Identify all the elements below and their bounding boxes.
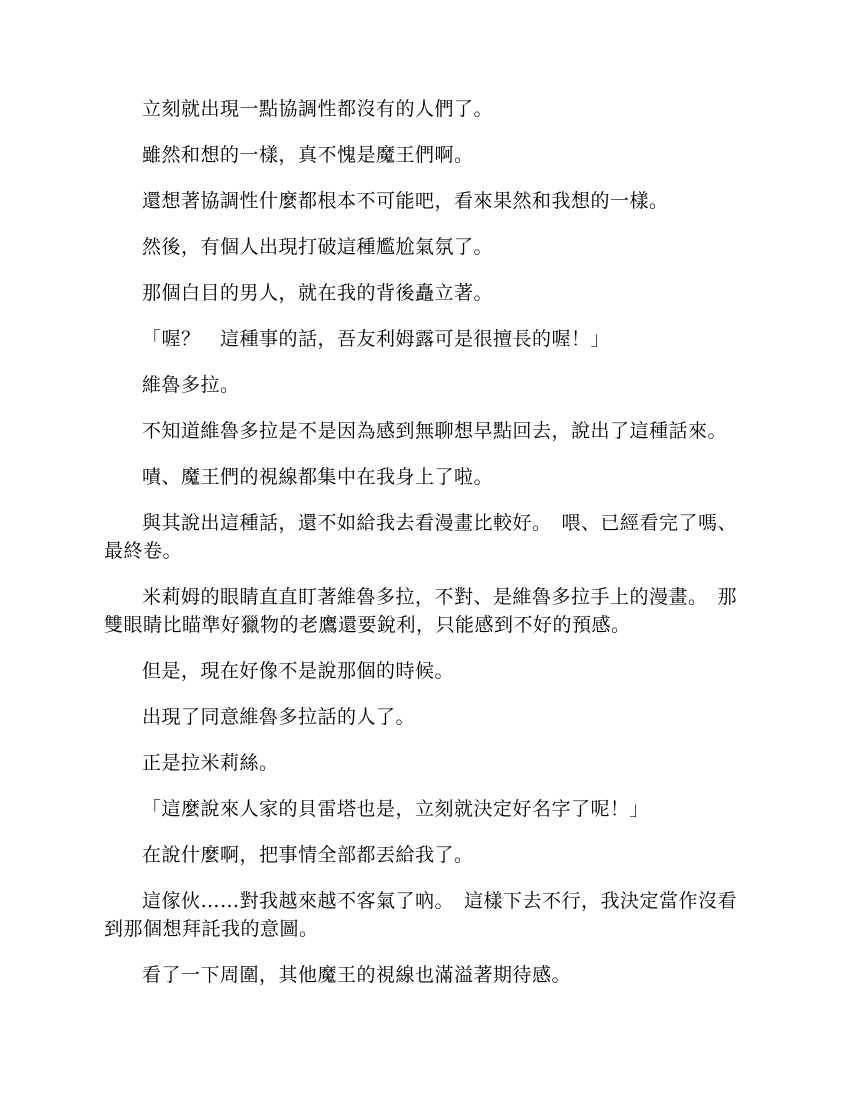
paragraph: 在說什麼啊，把事情全部都丟給我了。 xyxy=(142,844,474,866)
paragraph: 那個白目的男人，就在我的背後矗立著。 xyxy=(142,282,494,304)
paragraph: 與其說出這種話，還不如給我去看漫畫比較好。 喂、已經看完了嗎、最終卷。 xyxy=(104,512,738,562)
paragraph: 立刻就出現一點協調性都沒有的人們了。 xyxy=(142,98,494,120)
document-body xyxy=(104,95,752,1007)
paragraph: 還想著協調性什麼都根本不可能吧，看來果然和我想的一樣。 xyxy=(142,190,669,212)
dialogue-paragraph: 「喔？ 這種事的話，吾友利姆露可是很擅長的喔！」 xyxy=(142,328,611,350)
paragraph: 看了一下周圍，其他魔王的視線也滿溢著期待感。 xyxy=(142,964,572,986)
paragraph: 這傢伙……對我越來越不客氣了吶。 這樣下去不行，我決定當作沒看到那個想拜託我的意圖。 xyxy=(104,890,738,940)
paragraph: 嘖、魔王們的視線都集中在我身上了啦。 xyxy=(142,466,494,488)
paragraph: 雖然和想的一樣，真不愧是魔王們啊。 xyxy=(142,144,474,166)
paragraph: 然後，有個人出現打破這種尷尬氣氛了。 xyxy=(142,236,494,258)
paragraph: 但是，現在好像不是說那個的時候。 xyxy=(142,660,455,682)
paragraph: 米莉姆的眼睛直直盯著維魯多拉，不對、是維魯多拉手上的漫畫。 那雙眼睛比瞄準好獵物的老鷹還要銳利，只能感到不好的預感。 xyxy=(104,586,738,636)
dialogue-paragraph: 「這麼說來人家的貝雷塔也是，立刻就決定好名字了呢！」 xyxy=(142,798,650,820)
paragraph: 正是拉米莉絲。 xyxy=(142,752,279,774)
paragraph: 不知道維魯多拉是不是因為感到無聊想早點回去，說出了這種話來。 xyxy=(142,420,728,442)
paragraph: 出現了同意維魯多拉話的人了。 xyxy=(142,706,416,728)
paragraph: 維魯多拉。 xyxy=(142,374,240,396)
